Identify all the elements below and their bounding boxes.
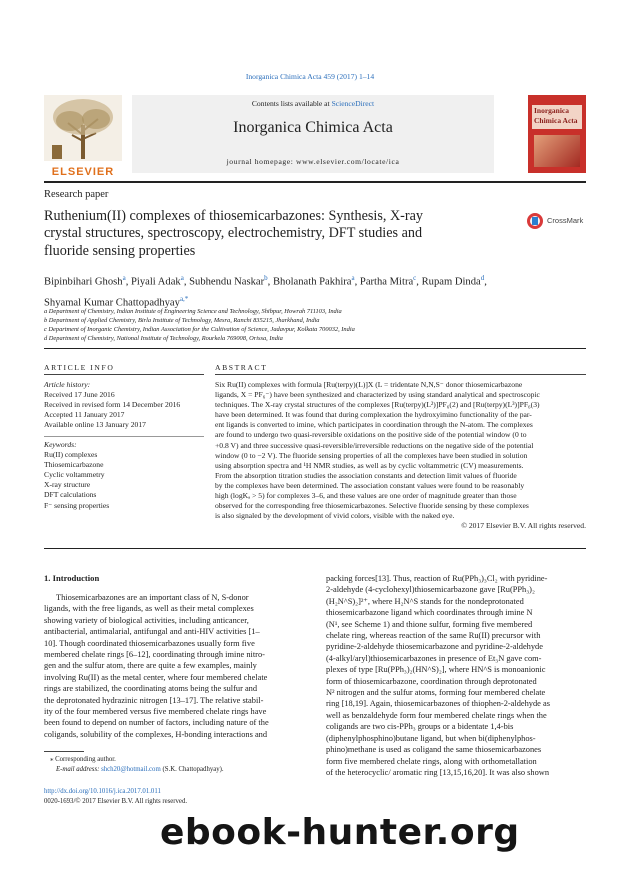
elsevier-wordmark: ELSEVIER (51, 166, 115, 178)
article-info-heading: ARTICLE INFO (44, 363, 115, 372)
intro-line: coligands, solubility of the complexes, H-bonding interactions and (44, 729, 268, 739)
abstract-line: +0.8 V) and three successive quasi-reversible/irreversible reductions on the negative side of the potential (215, 440, 534, 450)
cover-title-line-2: Chimica Acta (534, 116, 578, 125)
intro-line: 10]. Though coordinated thiosemicarbazones usually form five (44, 638, 255, 648)
author-list (44, 270, 586, 311)
crossmark-icon (526, 212, 544, 230)
intro-line: plexes of type [Ru(PPh₃)₂(HN^S)₂], where HN^S is monoanionic (326, 665, 546, 675)
author-name[interactable]: Bholanath Pakhira (272, 276, 352, 288)
intro-line: showing variety of biological activities, including anticancer, (44, 615, 249, 625)
abstract-body (215, 380, 586, 531)
cover-image (534, 135, 580, 167)
keyword-item: X-ray structure (44, 480, 91, 490)
email-suffix: (S.K. Chattopadhyay). (162, 766, 224, 773)
intro-line: phino)methane is used as coligand the same thiosemicarbazones (326, 745, 542, 755)
author-affiliation[interactable]: d (480, 274, 485, 282)
citation-line[interactable]: Inorganica Chimica Acta 459 (2017) 1–14 (245, 72, 375, 81)
journal-name: Inorganica Chimica Acta (233, 119, 393, 136)
intro-line: membered chelate rings [6–12], coordinating through imine nitro- (44, 650, 265, 660)
title-line-2: crystal structures, spectroscopy, electrochemistry, DFT studies and (44, 225, 423, 242)
abstract-line: high (logKₐ > 5) for complexes 3–6, and these values are one order of magnitude greater than those (215, 491, 517, 501)
history-item: Received 17 June 2016 (44, 390, 115, 400)
intro-line: ring [18,19]. Again, thiosemicarbazones of thiophen-2-aldehyde as (326, 699, 550, 709)
contents-line (132, 99, 494, 109)
doi-block (44, 787, 187, 807)
author-name[interactable]: Piyali Adak (130, 276, 181, 288)
sciencedirect-link[interactable]: ScienceDirect (331, 99, 375, 108)
watermark: ebook-hunter.org (160, 812, 520, 853)
author-affiliation[interactable]: b (264, 274, 268, 282)
affiliation-item: c Department of Inorganic Chemistry, Indian Association for the Cultivation of Science, Jadavpur, Kolkata 700032, India (44, 326, 355, 333)
cover-title (532, 105, 582, 129)
intro-line: involving Ru(II) as the metal center, where four membered chelate (44, 672, 268, 682)
intro-line: form five membered chelate rings, along with orthometallation (326, 756, 537, 766)
title-line-3: fluoride sensing properties (44, 242, 196, 259)
intro-line: well as benzaldehyde form four membered chelate rings when the (326, 710, 547, 720)
intro-line: pyridine-2-aldehyde thiosemicarbazone and pyridine-2-aldehyde (326, 642, 543, 652)
homepage-prefix: journal homepage: (226, 157, 294, 166)
footnote-rule (44, 751, 84, 752)
abstract-line: ligands, X = PF₆⁻) have been synthesized and characterized by using standard analytical and spectroscopic (215, 390, 540, 400)
intro-line: gen and the sulfur atom, there are quite a few examples, mainly (44, 661, 257, 671)
intro-line: packing forces[13]. Thus, reaction of Ru(PPh₃)₃Cl₂ with pyridine- (326, 574, 548, 583)
intro-line: (H₂N^S)₂]²⁺, where H₂N^S stands for the nondeprotonated (326, 596, 524, 606)
cover-title-line-1: Inorganica (534, 106, 570, 115)
doi-link[interactable]: http://dx.doi.org/10.1016/j.ica.2017.01.011 (44, 788, 161, 795)
author-affiliation[interactable]: a (180, 274, 184, 282)
abstract-line: observed for the corresponding free thiosemicarbazones. Selective fluoride sensing by these complexes (215, 501, 529, 511)
abstract-line: is also signaled by the development of vivid colors, visible with the naked eye. (215, 511, 455, 521)
keyword-item: Thiosemicarbazone (44, 460, 104, 470)
keyword-item: Cyclic voltammetry (44, 470, 105, 480)
affiliation-item: b Department of Applied Chemistry, Birla Institute of Technology, Mesra, Ranchi 835215, Jharkhand, India (44, 317, 320, 324)
keyword-item: DFT calculations (44, 490, 97, 500)
journal-cover (528, 95, 586, 173)
email-link[interactable]: shch20@hotmail.com (101, 766, 161, 773)
author-line-1: Bipinbihari Ghosh$^a$, Piyali Adak$^a$, Subhendu Naskar$^b$, Bholanath Pakhira$^a$, Partha Mitra$^c$, Rupam Dinda$^d$, (44, 274, 487, 288)
intro-line: thiosemicarbazone ligand which coordinates through imine N (326, 608, 533, 618)
elsevier-tree-icon (44, 95, 122, 161)
affiliation-list (44, 307, 586, 343)
intro-line: rings are stabilized, the coordinating atoms being the sulfur and (44, 684, 258, 694)
affiliation-item: d Department of Chemistry, National Institute of Technology, Rourkela 769008, Orissa, India (44, 335, 283, 342)
abstract-heading: ABSTRACT (215, 363, 268, 372)
abstract-line: have been determined. It was found that during complexation the hydroxyimino functionality of the par- (215, 410, 532, 420)
keywords-label: Keywords: (44, 440, 77, 449)
keywords-rule (44, 436, 204, 437)
abstract-line: by the complexes have been determined. The association constant values were found to be reasonably (215, 480, 525, 490)
issn-line: 0020-1693/© 2017 Elsevier B.V. All rights reserved. (44, 798, 188, 805)
intro-line: coligands are two cis-PPh₃ groups or a bidentate 1,4-bis (326, 722, 514, 732)
history-label: Article history: (44, 380, 91, 389)
author-name[interactable]: Bipinbihari Ghosh (44, 276, 123, 288)
intro-line: (N¹, see Scheme 1) and thione sulfur, forming five membered (326, 619, 533, 629)
author-name[interactable]: Subhendu Naskar (189, 276, 265, 288)
abstract-line: are found to undergo two quasi-reversible oxidations on the positive side of the potential window (0 to (215, 430, 527, 440)
intro-line: been found to depend on number of factors, including nature of the (44, 718, 269, 728)
abstract-line: using absorption spectra and ¹H NMR studies, as well as by cyclic voltammetric (CV) measurements. (215, 460, 524, 470)
author-affiliation[interactable]: c (413, 274, 417, 282)
corresponding-author-note: ⁎ Corresponding author. (50, 756, 116, 763)
history-item: Received in revised form 14 December 2016 (44, 400, 181, 410)
author-affiliation[interactable]: a,* (179, 294, 189, 303)
article-type: Research paper (44, 189, 109, 200)
intro-line: Thiosemicarbazones are an important class of N, S-donor (56, 593, 249, 602)
crossmark-badge[interactable] (526, 212, 588, 230)
footnote (50, 755, 224, 775)
article-info-rule (44, 374, 204, 375)
intro-line: 2-aldehyde (4-cyclohexyl)thiosemicarbazone gave [Ru(PPh₃)₂ (326, 585, 535, 595)
abstract-copyright: © 2017 Elsevier B.V. All rights reserved. (461, 521, 586, 531)
article-history (44, 380, 204, 430)
abstract-line: techniques. The X-ray crystal structures of the complexes [Ru(terpy)(L²)]PF₆(2) and [Ru(terpy)(L³)]PF₆(3) (215, 400, 540, 410)
intro-line: (4-alkyl/aryl)thiosemicarbazones in presence of Et₃N gave com- (326, 653, 542, 663)
intro-left-column (44, 592, 306, 740)
abstract-line: window (0 to −2 V). The fluoride sensing properties of all the complexes have been studied in solution (215, 450, 528, 460)
abstract-line: Six Ru(II) complexes with formula [Ru(terpy)(L)]X (L = tridentate N,N,S⁻ donor thiosemicarbazone (215, 380, 523, 389)
article-title (44, 208, 514, 260)
author-affiliation[interactable]: a (351, 274, 355, 282)
author-affiliation[interactable]: a (122, 274, 126, 282)
abstract-line: From the absorption titration studies the association constants and detection limit values of fluoride (215, 470, 517, 480)
intro-line: antibacterial, antimalarial, antifungal and anti-HIV activities [1– (44, 627, 260, 637)
intro-line: form of thiosemicarbazone, coordination through deprotonated (326, 676, 537, 686)
intro-line: N² nitrogen and the sulfur atoms, forming four membered chelate (326, 688, 546, 698)
elsevier-logo (44, 95, 122, 178)
intro-line: ity of the four membered versus five membered chelate rings have (44, 707, 267, 717)
journal-header (44, 95, 586, 178)
author-name[interactable]: Rupam Dinda (421, 276, 481, 288)
homepage-line (132, 157, 494, 167)
history-item: Available online 13 January 2017 (44, 420, 146, 430)
intro-line: ligands, with the free ligands, as well as their metal complexes (44, 604, 254, 614)
history-item: Accepted 11 January 2017 (44, 410, 125, 420)
intro-line: (diphenylphosphino)butane ligand, but when bi(diphenylphos- (326, 733, 536, 743)
keyword-item: F⁻ sensing properties (44, 500, 110, 510)
email-line (50, 765, 224, 775)
abstract-rule (215, 374, 586, 375)
header-rule (44, 181, 586, 183)
affiliation-item: a Department of Chemistry, Indian Institute of Engineering Science and Technology, Shibpur, Howrah 711103, India (44, 308, 342, 315)
title-line-1: Ruthenium(II) complexes of thiosemicarbazones: Synthesis, X-ray (44, 208, 424, 224)
abstract-line: ent ligands is converted to imine, which participates in coordination through the N-atom. The complexes (215, 420, 533, 430)
section-heading: 1. Introduction (44, 573, 100, 583)
intro-line: chelate ring, whereas reaction of the same Ru(II) precursor with (326, 631, 541, 641)
homepage-url[interactable]: www.elsevier.com/locate/ica (296, 157, 400, 166)
intro-right-column (326, 573, 588, 778)
author-name[interactable]: Shyamal Kumar Chattopadhyay (44, 297, 180, 309)
crossmark-label: CrossMark (547, 216, 584, 225)
keyword-item: Ru(II) complexes (44, 450, 98, 460)
abstract-end-rule (44, 548, 586, 549)
email-prefix: E-mail address: (56, 766, 100, 773)
journal-banner (132, 95, 494, 173)
intro-line: the deprotonated hydrazinic nitrogen [13–17]. The relative stabil- (44, 695, 264, 705)
affiliation-rule (44, 348, 586, 349)
contents-prefix: Contents lists available at (251, 99, 330, 108)
keywords-block (44, 440, 204, 511)
author-name[interactable]: Partha Mitra (359, 276, 414, 288)
intro-line: of the heterocyclic/ aromatic ring [13,15,16,20]. It was also shown (326, 767, 550, 777)
